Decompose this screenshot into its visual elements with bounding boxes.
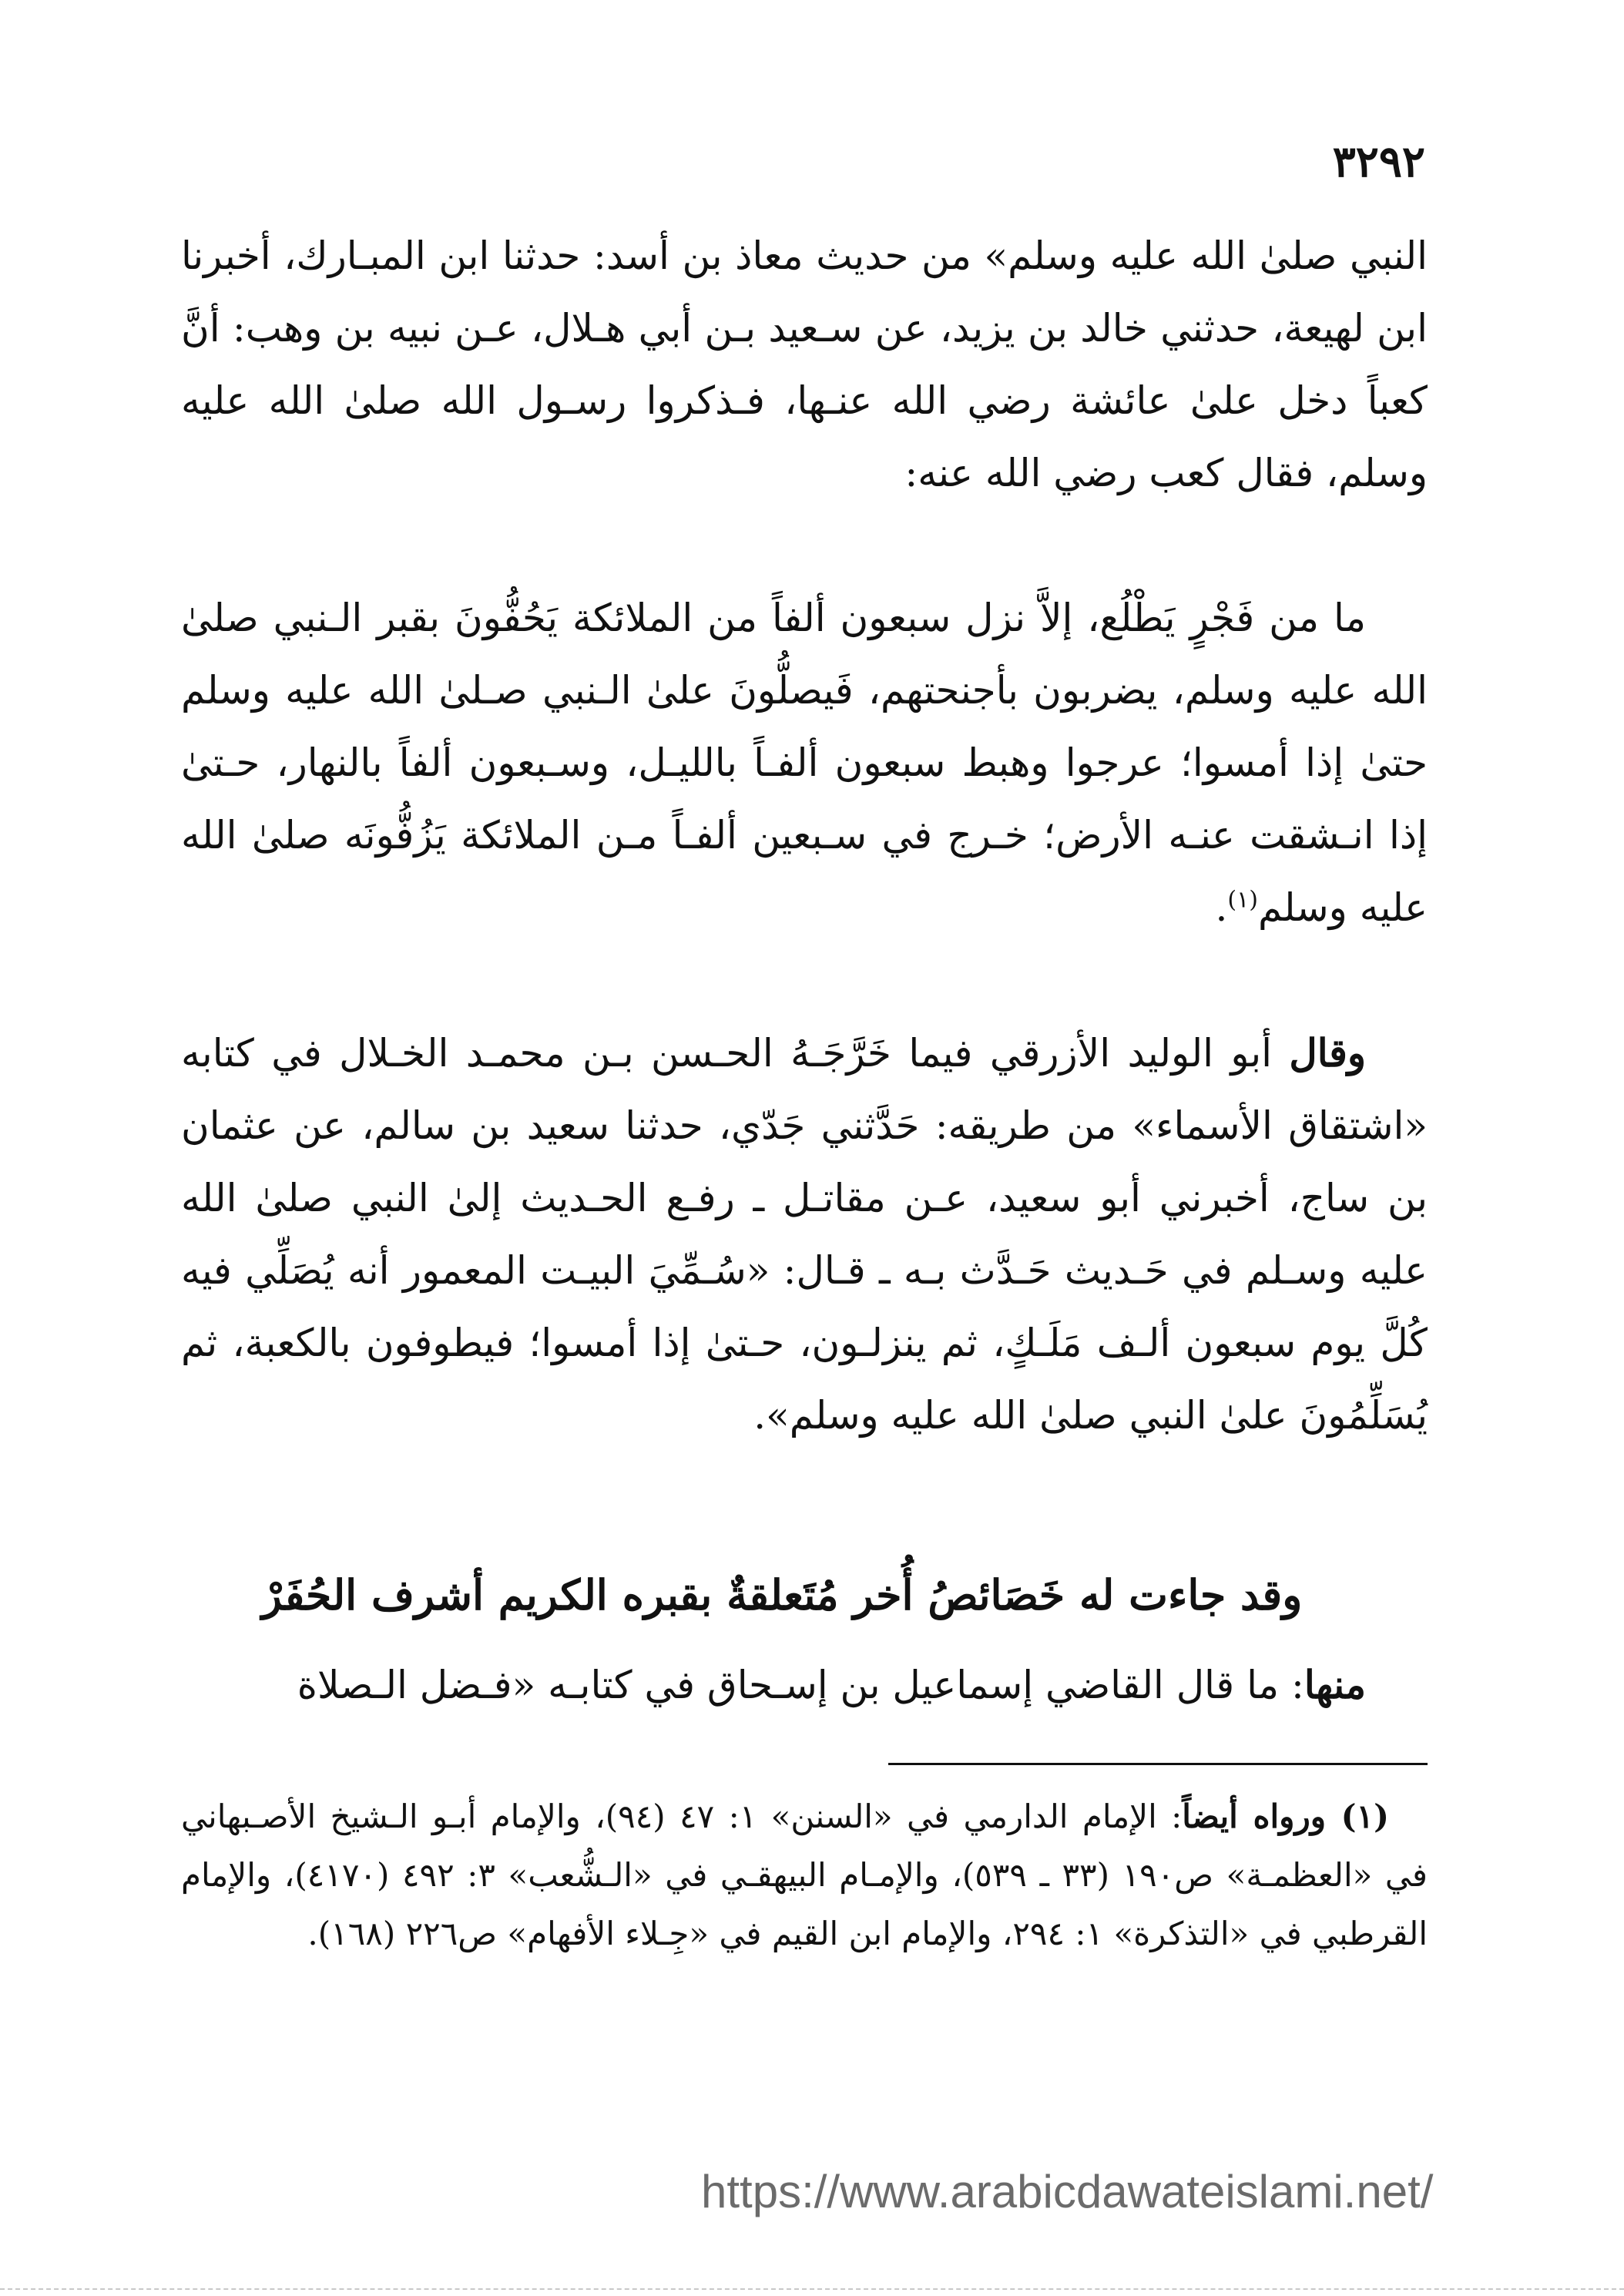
paragraph-4 <box>181 1649 1428 1721</box>
watermark-url: https://www.arabicdawateislami.net/ <box>701 2166 1434 2217</box>
paragraph-2-text: ما من فَجْرٍ يَطْلُع، إلاَّ نزل سبعون ألفاً من الملائكة يَحُفُّونَ بقبر الـنبي صلىٰ الله عليه وسلم، يضربون بأجنحتهم، فَيصلُّونَ علىٰ الـنبي صـلىٰ الله عليه وسلم حتىٰ إذا أمسوا؛ عرجوا وهبط سبعون ألفـاً بالليـل، وسـبعون ألفاً بالنهار، حـتىٰ إذا انـشقت عنـه الأرض؛ خـرج في سـبعين ألفـاً مـن الملائكة يَزُفُّونَه صلىٰ الله عليه وسلم <box>181 596 1428 930</box>
paragraph-2-tail: . <box>1215 885 1228 930</box>
paragraph-4-text: : ما قال القاضي إسماعيل بن إسـحاق في كتابـه «فـضل الـصلاة <box>297 1663 1304 1707</box>
section-heading: وقد جاءت له خَصَائصُ أُخر مُتَعلقةٌ بقبره الكريم أشرف الحُفَرْ <box>261 1570 1303 1620</box>
footnote-1 <box>181 1787 1428 1963</box>
paragraph-4-lead: منها <box>1304 1662 1366 1707</box>
page-number: ٣٢٩٢ <box>1332 136 1425 187</box>
body-text-block-4 <box>181 1649 1428 1721</box>
paragraph-3-lead: وقال <box>1289 1030 1366 1076</box>
paragraph-2 <box>181 582 1428 944</box>
scan-edge-line <box>0 2288 1624 2290</box>
paragraph-3 <box>181 1017 1428 1452</box>
footnote-1-lead: (١) ورواه أيضاً <box>1182 1798 1389 1835</box>
body-text-block-3 <box>181 1017 1428 1452</box>
body-text-block-1 <box>181 220 1428 509</box>
paragraph-1: النبي صلىٰ الله عليه وسلم» من حديث معاذ بن أسد: حدثنا ابن المبـارك، أخبرنا ابن لهيعة، حدثني خالد بن يزيد، عن سـعيد بـن أبي هـلال، عـن نبيه بن وهب: أنَّ كعباً دخل علىٰ عائشة رضي الله عنـها، فـذكروا رسـول الله صلىٰ الله عليه وسلم، فقال كعب رضي الله عنه: <box>181 233 1428 495</box>
body-text-block-2 <box>181 582 1428 944</box>
footnote-reference[interactable]: (١) <box>1227 886 1258 914</box>
paragraph-3-text: أبو الوليد الأزرقي فيما خَرَّجَـهُ الحـسن بـن محمـد الخـلال في كتابه «اشتقاق الأسماء» من طريقه: حَدَّثني جَدّي، حدثنا سعيد بن سالم، عن عثمان بن ساج، أخبرني أبو سعيد، عـن مقاتـل ـ رفـع الحـديث إلىٰ النبي صلىٰ الله عليه وسـلم في حَـديث حَـدَّث بـه ـ قـال: «سُـمِّيَ البيـت المعمور أنه يُصَلِّي فيه كُلَّ يوم سبعون ألـف مَلَـكٍ، ثم ينزلـون، حـتىٰ إذا أمسوا؛ فيطوفون بالكعبة، ثم يُسَلِّمُونَ علىٰ النبي صلىٰ الله عليه وسلم». <box>181 1031 1428 1438</box>
footnote-divider <box>888 1763 1428 1765</box>
footnote-1-text: : الإمام الدارمي في «السنن» ١: ٤٧ (٩٤)، والإمام أبـو الـشيخ الأصـبهاني في «العظمـة» ص١٩٠ (٣٣ ـ ٥٣٩)، والإمـام البيهقـي في «الـشُّعب» ٣: ٤٩٢ (٤١٧٠)، والإمام القرطبي في «التذكرة» ١: ٢٩٤، والإمام ابن القيم في «جِـلاء الأفهام» ص٢٢٦ (١٦٨). <box>181 1798 1428 1952</box>
